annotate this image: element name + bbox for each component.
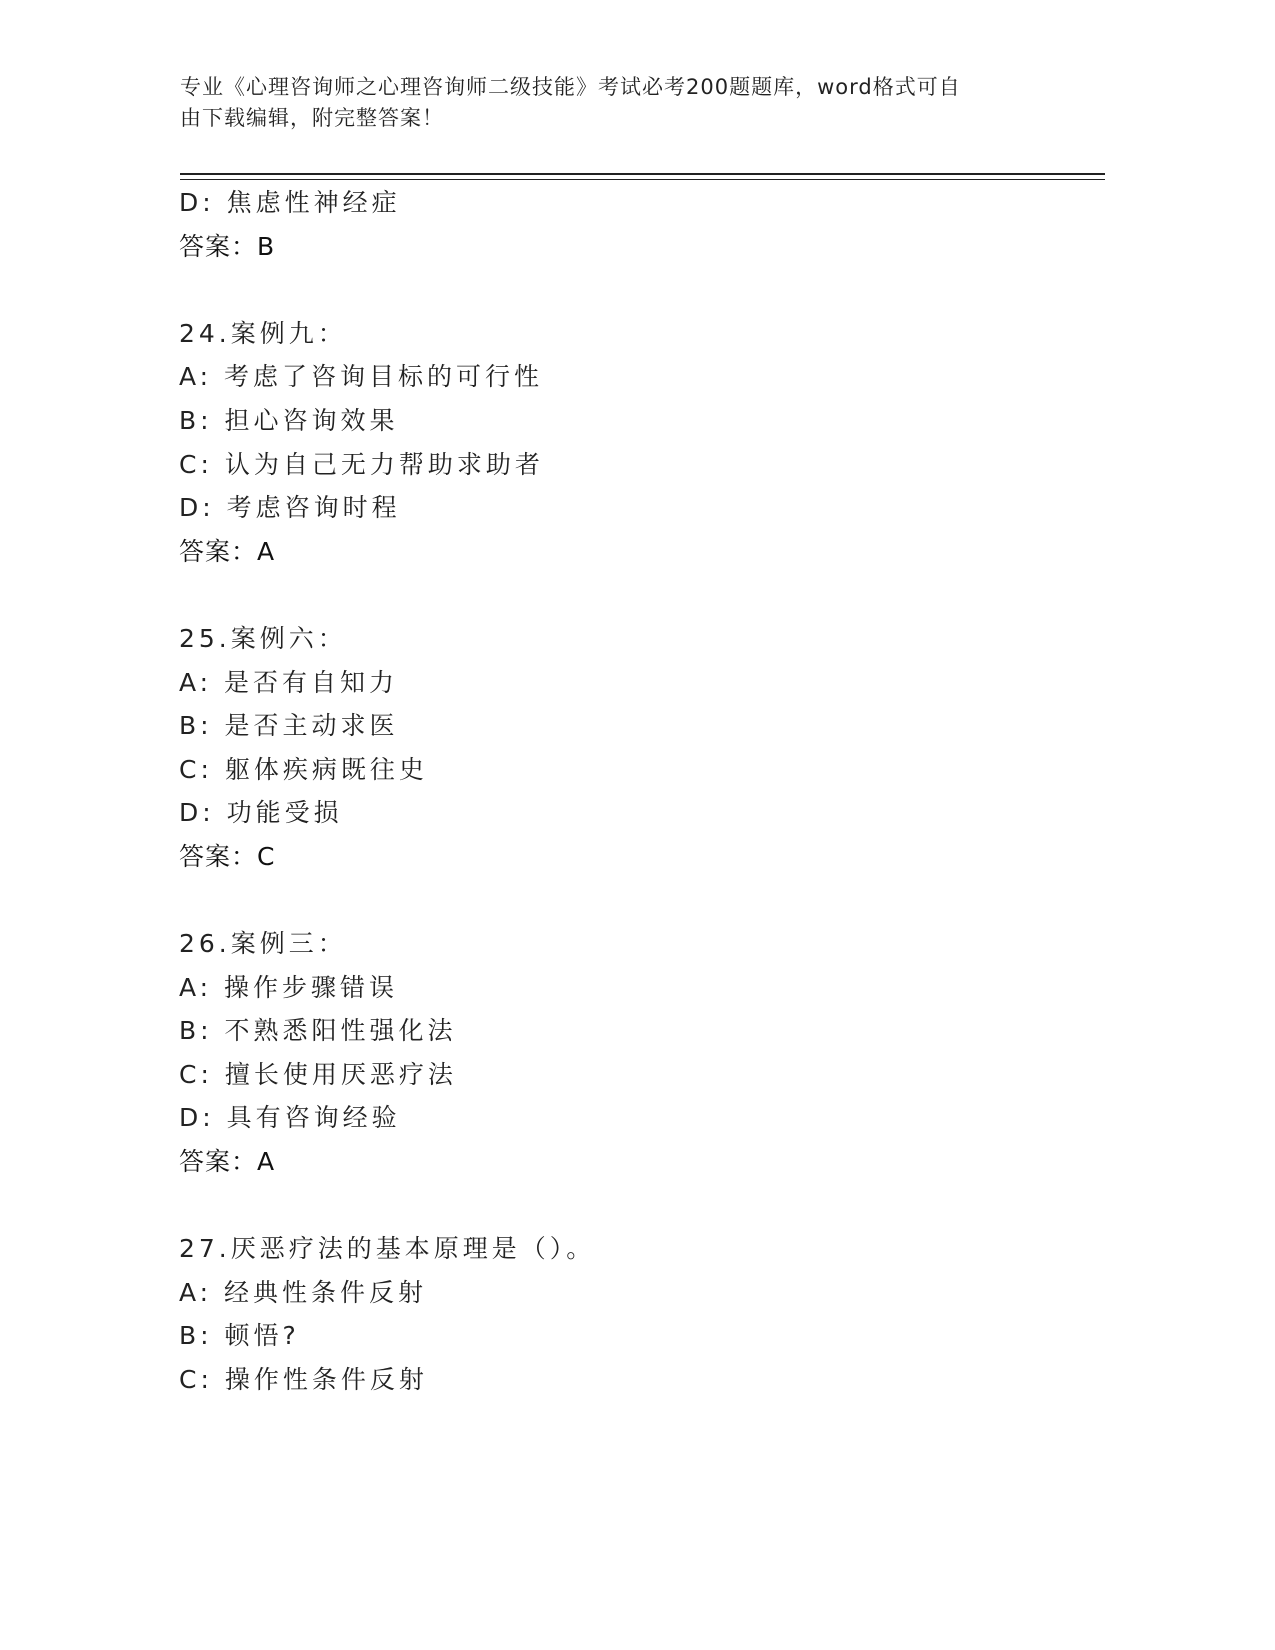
question-title: 26.案例三： bbox=[179, 929, 347, 959]
spacer bbox=[179, 573, 1099, 617]
header-divider-thick bbox=[180, 173, 1105, 175]
spacer bbox=[179, 268, 1099, 312]
document-header bbox=[180, 72, 1030, 134]
option-b: B: 是否主动求医 bbox=[179, 711, 399, 741]
option-c: C: 操作性条件反射 bbox=[179, 1365, 428, 1395]
question-list bbox=[179, 181, 1099, 1402]
option-a: A: 是否有自知力 bbox=[179, 667, 399, 697]
question-title: 25.案例六： bbox=[179, 623, 347, 653]
option-d: D: 焦虑性神经症 bbox=[179, 188, 401, 217]
option-c: C: 擅长使用厌恶疗法 bbox=[179, 1059, 457, 1089]
option-b: B: 顿悟? bbox=[179, 1321, 300, 1351]
header-divider-thin bbox=[180, 179, 1105, 180]
question-block-25 bbox=[179, 617, 1099, 879]
question-block-24 bbox=[179, 312, 1099, 574]
option-c: C: 躯体疾病既往史 bbox=[179, 754, 428, 784]
option-d: D: 考虑咨询时程 bbox=[179, 493, 401, 523]
option-d: D: 功能受损 bbox=[179, 798, 343, 828]
option-d: D: 具有咨询经验 bbox=[179, 1103, 401, 1133]
answer-line: 答案：A bbox=[179, 536, 276, 566]
option-b: B: 担心咨询效果 bbox=[179, 405, 399, 435]
question-title: 24.案例九： bbox=[179, 318, 347, 348]
answer-line: 答案：B bbox=[179, 231, 276, 261]
header-line-1: 专业《心理咨询师之心理咨询师二级技能》考试必考200题题库，word格式可自 bbox=[180, 75, 961, 99]
option-a: A: 考虑了咨询目标的可行性 bbox=[179, 362, 544, 392]
answer-line: 答案：A bbox=[179, 1147, 276, 1177]
header-line-2: 由下载编辑，附完整答案！ bbox=[180, 106, 444, 130]
option-a: A: 经典性条件反射 bbox=[179, 1277, 428, 1307]
option-a: A: 操作步骤错误 bbox=[179, 972, 399, 1002]
spacer bbox=[179, 879, 1099, 923]
answer-line: 答案：C bbox=[179, 841, 276, 871]
question-block-26 bbox=[179, 922, 1099, 1184]
option-b: B: 不熟悉阳性强化法 bbox=[179, 1016, 457, 1046]
option-c: C: 认为自己无力帮助求助者 bbox=[179, 449, 544, 479]
question-block-27 bbox=[179, 1227, 1099, 1401]
spacer bbox=[179, 1184, 1099, 1228]
question-title: 27.厌恶疗法的基本原理是（）。 bbox=[179, 1234, 596, 1264]
